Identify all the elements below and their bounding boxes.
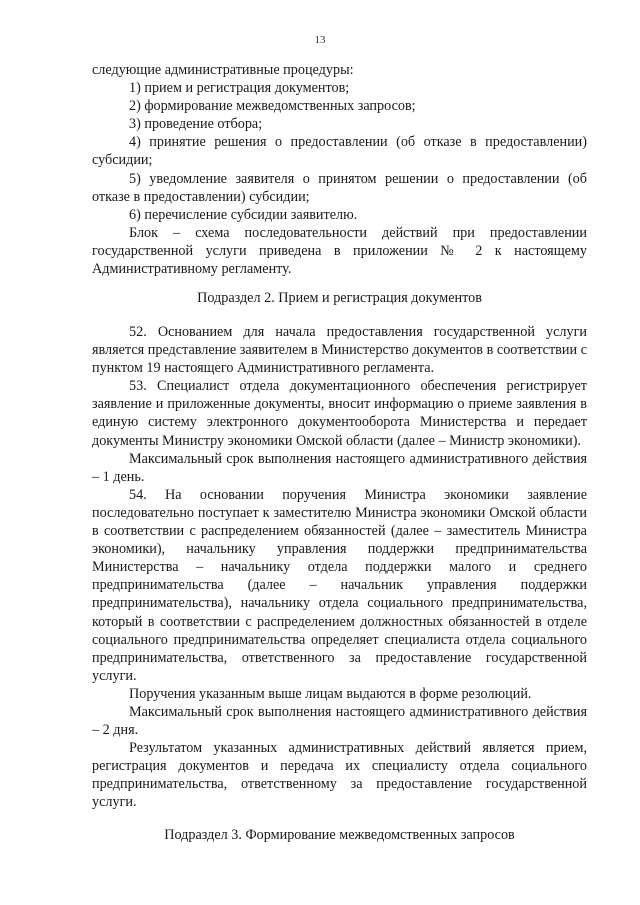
paragraph-52: 52. Основанием для начала предоставления государственной услуги является представление заявителем в Министерство документов в соответствии с пунктом 19 настоящего Административного регламента. bbox=[92, 324, 587, 377]
procedure-item-2: 2) формирование межведомственных запросов; bbox=[129, 98, 416, 115]
subsection-2-body bbox=[92, 323, 587, 812]
procedure-item-1: 1) прием и регистрация документов; bbox=[129, 80, 350, 97]
subsection-2-title: Подраздел 2. Прием и регистрация документов bbox=[197, 290, 482, 306]
procedures-block bbox=[92, 61, 587, 278]
paragraph-54: 54. На основании поручения Министра экономики заявление последовательно поступает к заместителю Министра экономики Омской области в соответствии с распределением обязанностей (далее – заместитель Министра экономики), начальнику управления поддержки предпринимательства Министерства – начальнику отдела поддержки малого и среднего предпринимательства (далее – начальник управления поддержки предпринимательства), начальнику отдела социального предпринимательства, который в соответствии с распределением должностных обязанностей в отделе социального предпринимательства определяет специалиста отдела социального предпринимательства, ответственного за предоставление государственной услуги. bbox=[92, 486, 587, 684]
procedure-item-3: 3) проведение отбора; bbox=[129, 116, 263, 133]
scheme-note: Блок – схема последовательности действий при предоставлении государственной услуги приведена в приложении № 2 к настоящему Административному регламенту. bbox=[92, 224, 587, 278]
resolutions-note: Поручения указанным выше лицам выдаются в форме резолюций. bbox=[129, 685, 532, 702]
max-term-2-days: Максимальный срок выполнения настоящего административного действия – 2 дня. bbox=[92, 703, 587, 739]
subsection-3-title: Подраздел 3. Формирование межведомственных запросов bbox=[164, 827, 515, 843]
procedure-item-4: 4) принятие решения о предоставлении (об отказе в предоставлении) субсидии; bbox=[92, 134, 587, 169]
page-number: 13 bbox=[314, 34, 326, 46]
procedure-item-6: 6) перечисление субсидии заявителю. bbox=[129, 206, 358, 223]
procedures-intro: следующие административные процедуры: bbox=[92, 62, 354, 78]
paragraph-53: 53. Специалист отдела документационного обеспечения регистрирует заявление и приложенные документы, вносит информацию о приеме заявления в единую систему электронного документооборота Министерства и передает документы Министру экономики Омской области (далее – Министр экономики). bbox=[92, 378, 587, 449]
result-paragraph: Результатом указанных административных действий является прием, регистрация документов и передача их специалисту отдела социального предпринимательства, ответственному за предоставление государственной услуги. bbox=[92, 740, 587, 811]
procedure-item-5: 5) уведомление заявителя о принятом решении о предоставлении (об отказе в предоставлении) субсидии; bbox=[92, 170, 587, 205]
max-term-1-day: Максимальный срок выполнения настоящего административного действия – 1 день. bbox=[92, 450, 587, 485]
